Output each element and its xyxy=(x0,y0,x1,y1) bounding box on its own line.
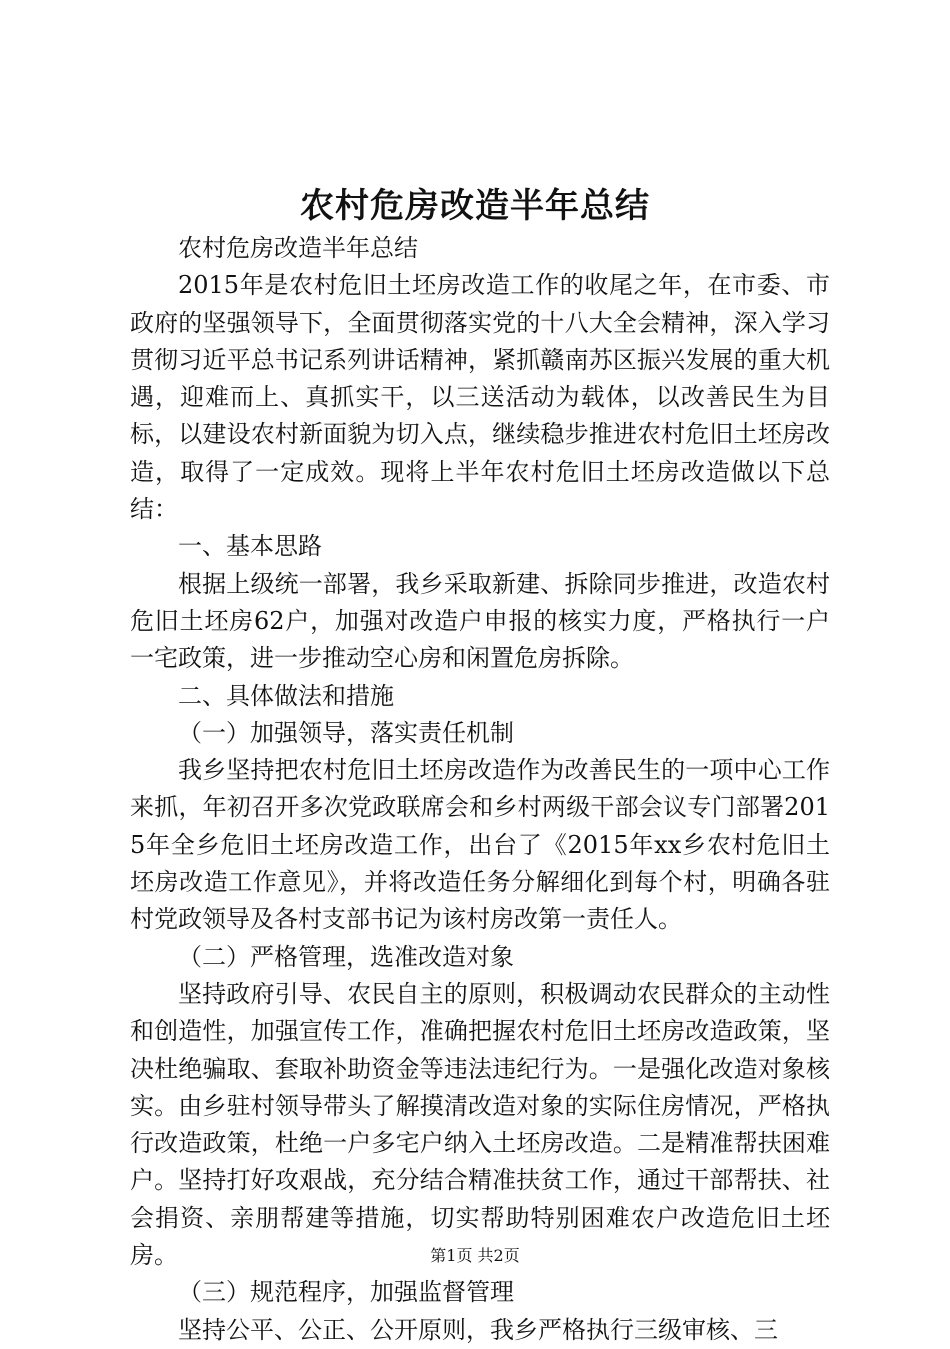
document-body xyxy=(130,230,830,1349)
paragraph-leadership: 我乡坚持把农村危旧土坯房改造作为改善民生的一项中心工作来抓，年初召开多次党政联席会和乡村两级干部会议专门部署2015年全乡危旧土坯房改造工作，出台了《2015年xx乡农村危旧土坯房改造工作意见》，并将改造任务分解细化到每个村，明确各驻村党政领导及各村支部书记为该村房改第一责任人。 xyxy=(130,756,830,934)
document-title: 农村危房改造半年总结 xyxy=(300,186,650,226)
subheading-leadership: （一）加强领导，落实责任机制 xyxy=(178,718,514,747)
paragraph-subtitle: 农村危房改造半年总结 xyxy=(178,234,418,262)
paragraph-basic-ideas: 根据上级统一部署，我乡采取新建、拆除同步推进，改造农村危旧土坯房62户，加强对改造户申报的核实力度，严格执行一户一宅政策，进一步推动空心房和闲置危房拆除。 xyxy=(130,569,830,673)
paragraph-intro: 2015年是农村危旧土坯房改造工作的收尾之年，在市委、市政府的坚强领导下，全面贯彻落实党的十八大全会精神，深入学习贯彻习近平总书记系列讲话精神，紧抓赣南苏区振兴发展的重大机遇，迎难而上、真抓实干，以三送活动为载体，以改善民生为目标，以建设农村新面貌为切入点，继续稳步推进农村危旧土坯房改造，取得了一定成效。现将上半年农村危旧土坯房改造做以下总结： xyxy=(130,271,830,524)
subheading-supervision: （三）规范程序，加强监督管理 xyxy=(178,1278,514,1307)
paragraph-supervision: 坚持公平、公正、公开原则，我乡严格执行三级审核、三 xyxy=(178,1315,778,1344)
section-heading-measures: 二、具体做法和措施 xyxy=(178,681,394,710)
paragraph-management: 坚持政府引导、农民自主的原则，积极调动农民群众的主动性和创造性，加强宣传工作，准确把握农村危旧土坯房改造政策，坚决杜绝骗取、套取补助资金等违法违纪行为。一是强化改造对象核实。由乡驻村领导带头了解摸清改造对象的实际住房情况，严格执行改造政策，杜绝一户多宅户纳入土坯房改造。二是精准帮扶困难户。坚持打好攻艰战，充分结合精准扶贫工作，通过干部帮扶、社会捐资、亲朋帮建等措施，切实帮助特别困难农户改造危旧土坯房。 xyxy=(130,979,830,1270)
page-number-footer: 第1页 共2页 xyxy=(430,1246,520,1265)
subheading-management: （二）严格管理，选准改造对象 xyxy=(178,942,514,971)
section-heading-basic-ideas: 一、基本思路 xyxy=(178,532,322,561)
